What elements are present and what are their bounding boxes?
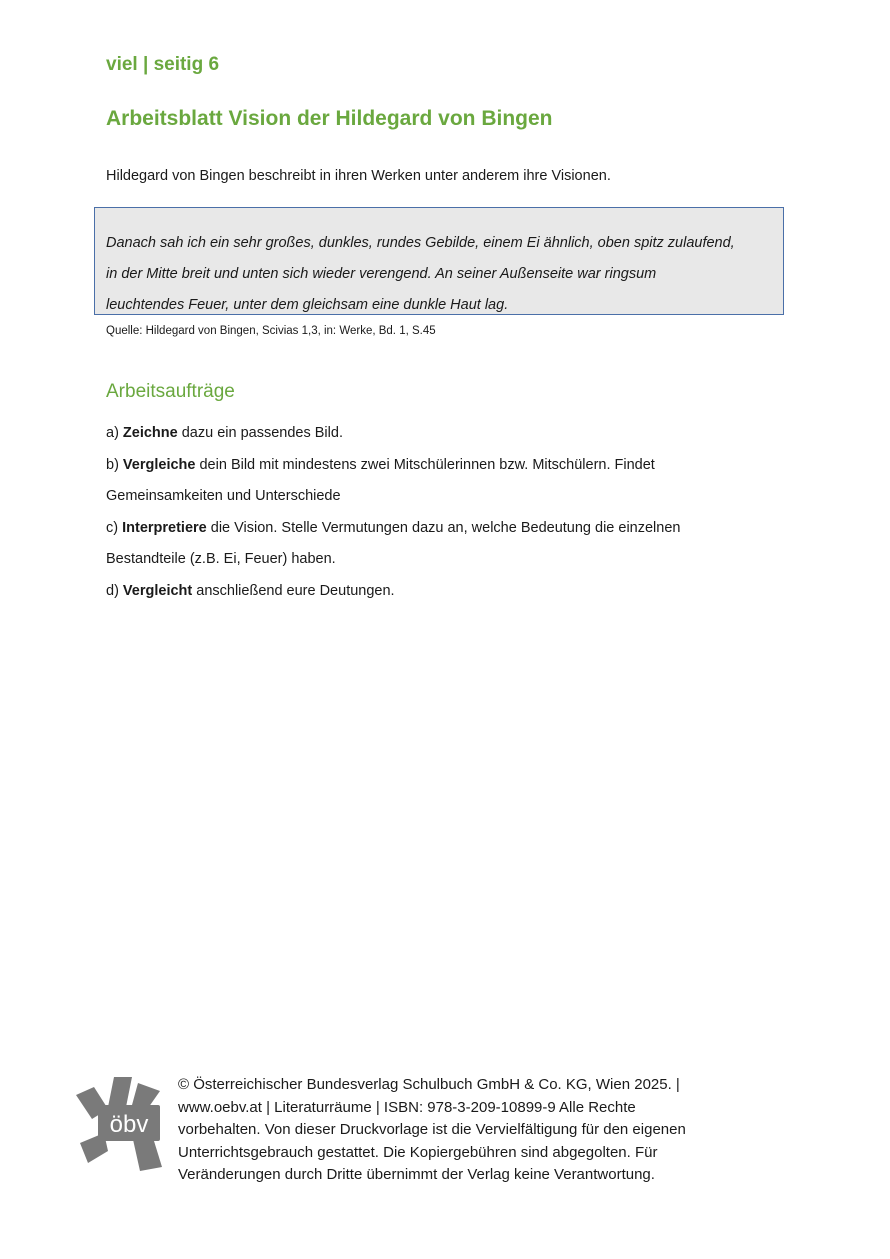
task-d <box>106 576 786 608</box>
footer-line: Unterrichtsgebrauch gestattet. Die Kopiergebühren sind abgegolten. Für <box>178 1143 658 1161</box>
task-b-continuation: Gemeinsamkeiten und Unterschiede <box>106 488 341 504</box>
task-verb: Vergleicht <box>122 582 193 599</box>
task-prefix: b) <box>106 456 123 473</box>
task-c <box>106 513 786 545</box>
quote-box <box>94 207 784 315</box>
task-text: anschließend eure Deutungen. <box>192 582 395 599</box>
task-c-continuation: Bestandteile (z.B. Ei, Feuer) haben. <box>106 551 336 567</box>
task-verb: Zeichne <box>122 425 178 441</box>
task-prefix: a) <box>106 425 123 441</box>
task-verb: Vergleiche <box>122 456 196 473</box>
oebv-logo <box>74 1075 166 1173</box>
page-title: Arbeitsblatt Vision der Hildegard von Bingen <box>106 107 553 130</box>
footer-line: Veränderungen durch Dritte übernimmt der Verlag keine Verantwortung. <box>178 1166 655 1183</box>
footer-line: vorbehalten. Von dieser Druckvorlage ist die Vervielfältigung für den eigenen <box>178 1121 686 1138</box>
footer-line: © Österreichischer Bundesverlag Schulbuch GmbH & Co. KG, Wien 2025. | <box>178 1076 680 1093</box>
quote-line: in der Mitte breit und unten sich wieder verengend. An seiner Außenseite war ringsum <box>106 266 657 282</box>
tasks-heading: Arbeitsaufträge <box>106 381 235 402</box>
footer-copyright <box>178 1074 778 1187</box>
quote-line: leuchtendes Feuer, unter dem gleichsam eine dunkle Haut lag. <box>106 297 509 313</box>
page-header: viel | seitig 6 <box>106 54 220 75</box>
task-prefix: c) <box>106 519 123 536</box>
footer-line: www.oebv.at | Literaturräume | ISBN: 978-3-209-10899-9 Alle Rechte <box>178 1098 636 1116</box>
task-b <box>106 450 786 482</box>
quote-line: Danach sah ich ein sehr großes, dunkles, rundes Gebilde, einem Ei ähnlich, oben spitz zulaufend, <box>106 235 735 251</box>
task-text: dein Bild mit mindestens zwei Mitschülerinnen bzw. Mitschülern. Findet <box>195 456 655 473</box>
task-verb: Interpretiere <box>122 519 207 536</box>
oebv-logo-icon <box>74 1075 166 1173</box>
intro-text: Hildegard von Bingen beschreibt in ihren Werken unter anderem ihre Visionen. <box>106 168 611 184</box>
oebv-logo-text: öbv <box>109 1111 149 1138</box>
task-a <box>106 418 786 450</box>
quote-source: Quelle: Hildegard von Bingen, Scivias 1,3, in: Werke, Bd. 1, S.45 <box>106 325 436 337</box>
task-text: die Vision. Stelle Vermutungen dazu an, welche Bedeutung die einzelnen <box>206 519 681 536</box>
task-list <box>106 418 786 607</box>
task-prefix: d) <box>106 582 123 599</box>
task-text: dazu ein passendes Bild. <box>177 425 343 441</box>
